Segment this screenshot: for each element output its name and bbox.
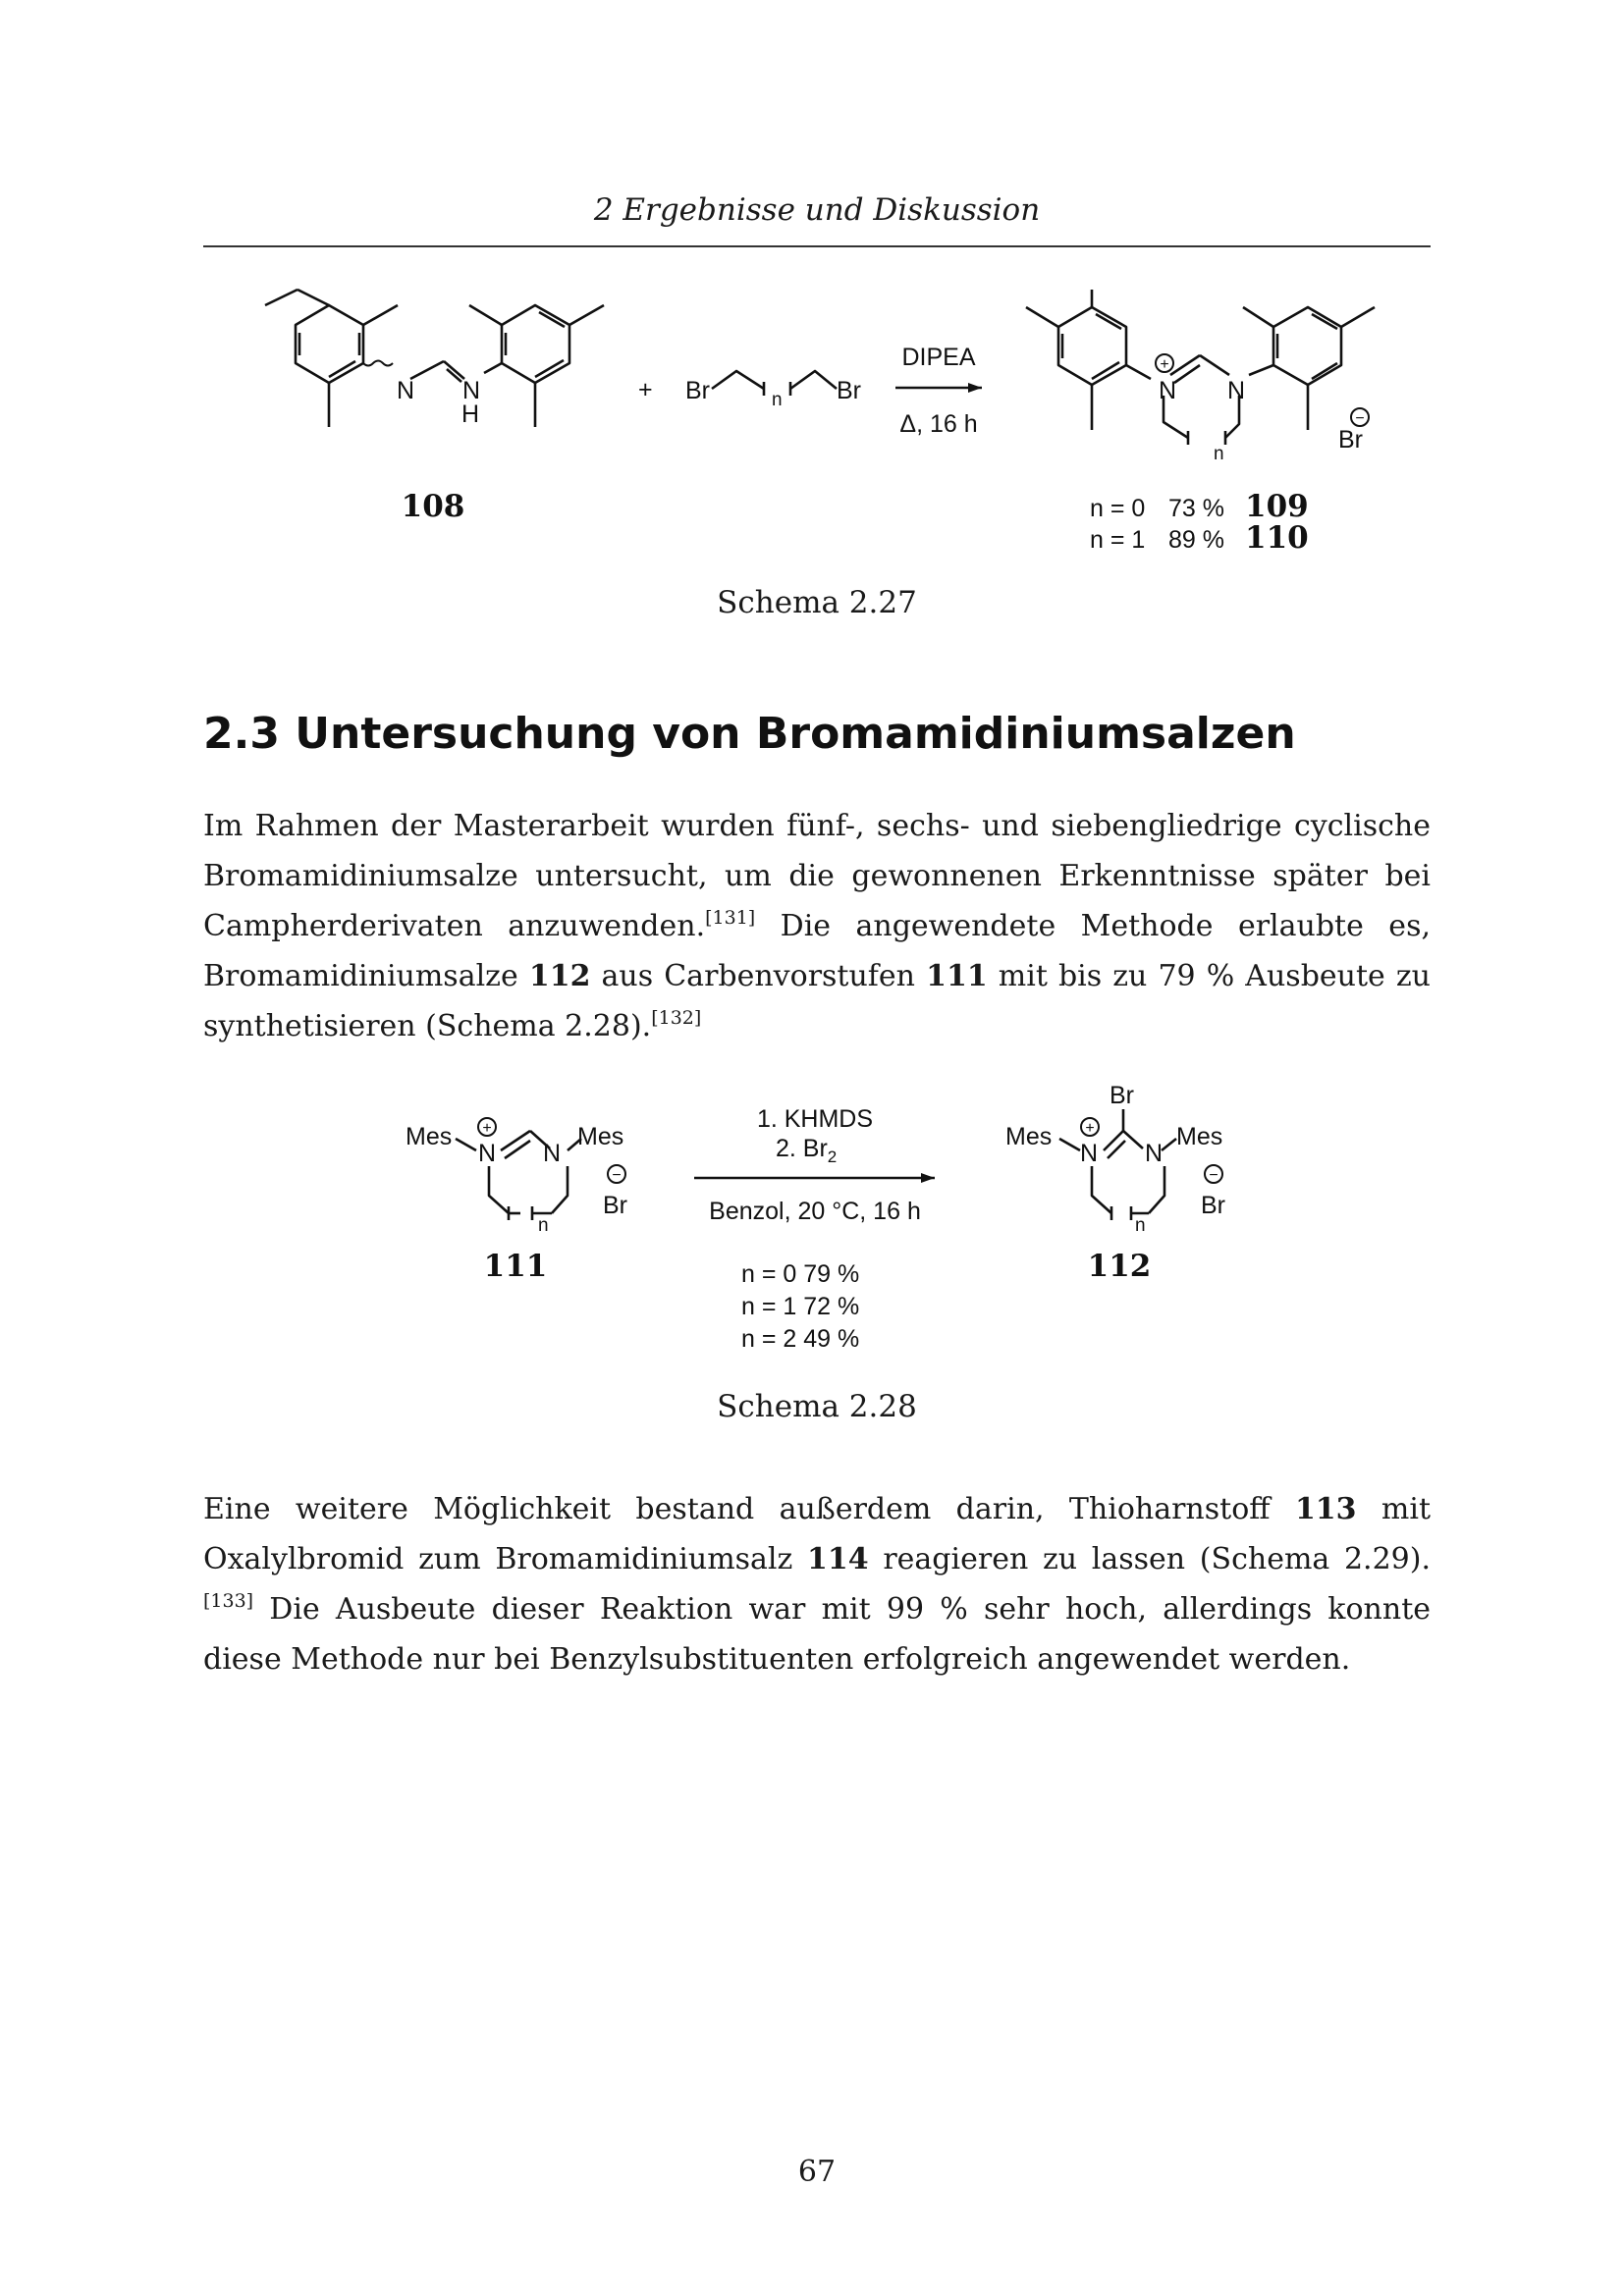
- negative-charge-111: −: [612, 1167, 622, 1184]
- mes-left-111: Mes: [406, 1123, 453, 1150]
- positive-charge-112: +: [1085, 1120, 1095, 1137]
- positive-charge-111: +: [482, 1120, 492, 1137]
- carbene-precursor-111-structure: [456, 1131, 581, 1220]
- paragraph-2: Eine weitere Möglichkeit bestand außerdem darin, Thioharnstoff 113 mit Oxalylbromid zum Bromamidiniumsalz 114 reagieren zu lassen (Schema 2.29).[133] Die Ausbeute dieser Reaktion war mit 99 % sehr hoch, allerdings konnte diese Methode nur bei Benzylsubstituenten erfolgreich angewendet werden.: [203, 1492, 1432, 1677]
- reagent-dipea: DIPEA: [901, 344, 976, 371]
- ring-index-n: n: [1214, 444, 1224, 464]
- compound-label-111: 111: [483, 1249, 548, 1284]
- compound-label-109: 109: [1245, 489, 1309, 524]
- citation-131[interactable]: [131]: [705, 907, 756, 929]
- paragraph-1: Im Rahmen der Masterarbeit wurden fünf-, sechs- und siebengliedrige cyclische Bromamidiniumsalze untersucht, um die gewonnenen Erkenntnisse später bei Campherderivaten anzuwenden.[131] Die angewendete Methode erlaubte es, Bromamidiniumsalze 112 aus Carbenvorstufen 111 mit bis zu 79 % Ausbeute zu synthetisieren (Schema 2.28).[132]: [203, 809, 1431, 1043]
- bromide-112: Br: [1201, 1192, 1225, 1219]
- compound-label-110: 110: [1245, 520, 1309, 556]
- yield-row-2: n = 2 49 %: [741, 1325, 860, 1353]
- negative-charge: −: [1355, 410, 1365, 427]
- bromine-right: Br: [837, 377, 861, 404]
- mes-right-111: Mes: [577, 1123, 624, 1150]
- section-heading: 2.3 Untersuchung von Bromamidiniumsalzen: [203, 709, 1296, 759]
- bromide-counterion: Br: [1338, 426, 1363, 454]
- citation-133[interactable]: [133]: [203, 1590, 254, 1612]
- n2-atom-112: N: [1145, 1140, 1164, 1167]
- page-number: 67: [797, 2155, 837, 2189]
- compound-label-112: 112: [1087, 1249, 1152, 1284]
- yield-value-1: 89 %: [1168, 526, 1224, 554]
- mes-left-112: Mes: [1005, 1123, 1053, 1150]
- positive-charge: +: [1160, 356, 1169, 373]
- ring-index-112: n: [1135, 1215, 1146, 1236]
- yield-value-0: 73 %: [1168, 495, 1224, 522]
- bromide-111: Br: [603, 1192, 627, 1219]
- yield-row-0: n = 0 79 %: [741, 1260, 860, 1288]
- mes-right-112: Mes: [1176, 1123, 1223, 1150]
- caption-scheme-228: Schema 2.28: [717, 1389, 917, 1424]
- n1-atom-111: N: [478, 1140, 497, 1167]
- reaction-conditions-228: Benzol, 20 °C, 16 h: [709, 1198, 921, 1225]
- plus-sign: +: [638, 376, 653, 403]
- citation-132[interactable]: [132]: [651, 1007, 702, 1029]
- running-header: 2 Ergebnisse und Diskussion: [593, 192, 1041, 228]
- reagent-khmds: 1. KHMDS: [756, 1105, 874, 1133]
- reagent-bromine: 2. $Br_2$: [776, 1135, 838, 1166]
- chain-index-n: n: [772, 390, 783, 410]
- reaction-conditions-227: Δ, 16 h: [899, 410, 978, 438]
- yield-condition-0: n = 0: [1090, 495, 1146, 522]
- imine-n-atom: N: [397, 377, 415, 404]
- product-n1-atom: N: [1159, 377, 1177, 404]
- ring-index-111: n: [538, 1215, 549, 1236]
- n1-atom-112: N: [1080, 1140, 1099, 1167]
- yield-condition-1: n = 1: [1090, 526, 1146, 554]
- n2-atom-111: N: [543, 1140, 562, 1167]
- negative-charge-112: −: [1209, 1167, 1218, 1184]
- bromine-left: Br: [685, 377, 710, 404]
- c2-bromine-112: Br: [1110, 1082, 1134, 1109]
- amine-h-atom: H: [461, 400, 480, 428]
- formamidine-108-structure: [265, 290, 604, 427]
- amine-n-atom: N: [462, 377, 481, 404]
- amidinium-product-structure: [1026, 290, 1375, 445]
- yield-row-1: n = 1 72 %: [741, 1293, 860, 1320]
- caption-scheme-227: Schema 2.27: [717, 585, 917, 620]
- compound-label-108: 108: [401, 489, 465, 524]
- product-n2-atom: N: [1227, 377, 1246, 404]
